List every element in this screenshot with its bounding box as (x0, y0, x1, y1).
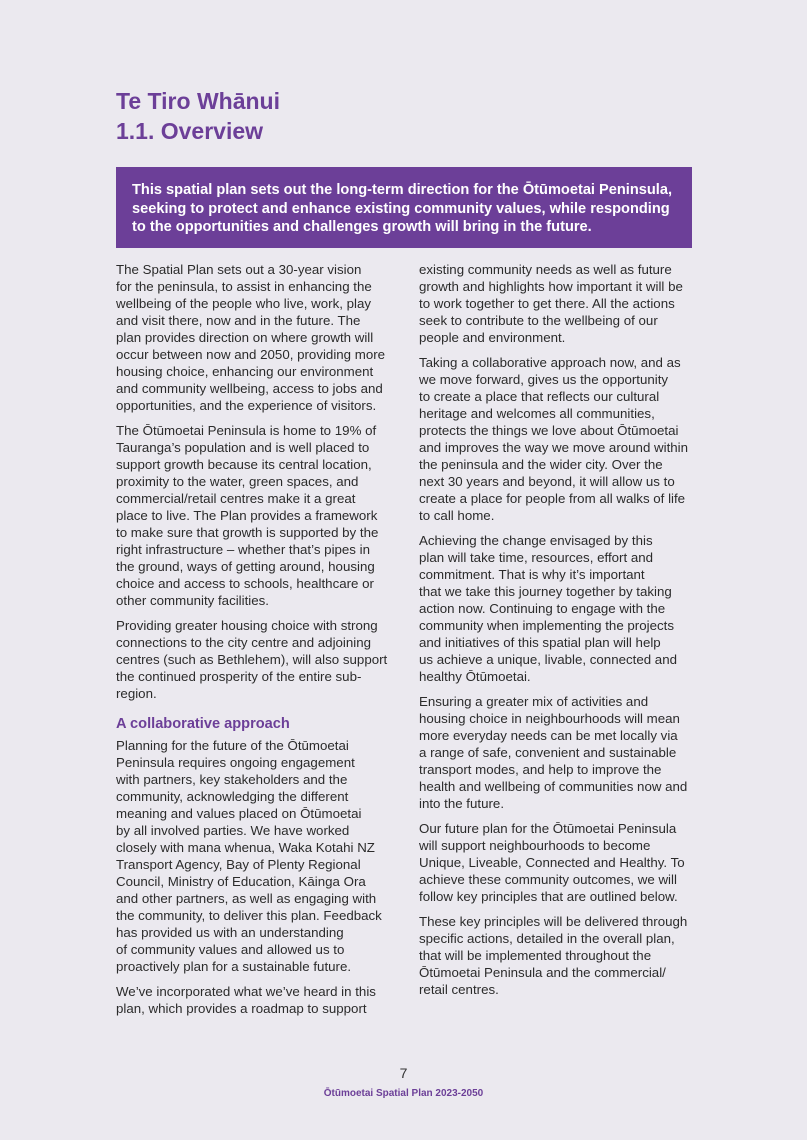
text-line: a range of safe, convenient and sustainable (419, 745, 677, 760)
text-line: has provided us with an understanding (116, 925, 344, 940)
text-line: closely with mana whenua, Waka Kotahi NZ (116, 840, 375, 855)
text-line: Peninsula requires ongoing engagement (116, 755, 355, 770)
text-line: housing choice, enhancing our environment (116, 364, 374, 379)
text-line: support growth because its central location, (116, 457, 372, 472)
text-line: The Spatial Plan sets out a 30-year vision (116, 262, 362, 277)
paragraph (419, 913, 699, 998)
text-line: Ōtūmoetai Peninsula and the commercial/ (419, 965, 666, 980)
text-line: healthy Ōtūmoetai. (419, 669, 531, 684)
paragraph (116, 422, 394, 609)
section-heading (116, 86, 280, 146)
text-line: other community facilities. (116, 593, 269, 608)
text-line: right infrastructure – whether that’s pipes in (116, 542, 371, 557)
text-line: plan, which provides a roadmap to support (116, 1001, 367, 1016)
text-line: into the future. (419, 796, 505, 811)
text-line: more everyday needs can be met locally via (419, 728, 678, 743)
text-line: heritage and welcomes all communities, (419, 406, 655, 421)
banner-line: This spatial plan sets out the long-term direction for the Ōtūmoetai Peninsula, (132, 182, 673, 198)
text-line: housing choice in neighbourhoods will mean (419, 711, 680, 726)
text-line: health and wellbeing of communities now and (419, 779, 688, 794)
text-line: that will be implemented throughout the (419, 948, 652, 963)
text-line: and other partners, as well as engaging with (116, 891, 377, 906)
text-line: plan will take time, resources, effort and (419, 550, 654, 565)
text-line: commitment. That is why it’s important (419, 567, 645, 582)
text-line: plan provides direction on where growth will (116, 330, 374, 345)
text-line: specific actions, detailed in the overall plan, (419, 931, 675, 946)
text-line: centres (such as Bethlehem), will also support (116, 652, 388, 667)
text-line: place to live. The Plan provides a framework (116, 508, 378, 523)
right-column (419, 261, 699, 1006)
text-line: Transport Agency, Bay of Plenty Regional (116, 857, 361, 872)
subheading-collaborative-approach: A collaborative approach (116, 716, 290, 732)
text-line: for the peninsula, to assist in enhancing the (116, 279, 372, 294)
text-line: Achieving the change envisaged by this (419, 533, 653, 548)
text-line: These key principles will be delivered through (419, 914, 688, 929)
text-line: the community, to deliver this plan. Feedback (116, 908, 382, 923)
text-line: next 30 years and beyond, it will allow us to (419, 474, 675, 489)
text-line: occur between now and 2050, providing more (116, 347, 386, 362)
text-line: The Ōtūmoetai Peninsula is home to 19% of (116, 423, 377, 438)
paragraph (116, 983, 394, 1017)
text-line: to work together to get there. All the actions (419, 296, 675, 311)
text-line: by all involved parties. We have worked (116, 823, 350, 838)
text-line: the continued prosperity of the entire sub- (116, 669, 362, 684)
text-line: with partners, key stakeholders and the (116, 772, 348, 787)
text-line: commercial/retail centres make it a great (116, 491, 356, 506)
text-line: to create a place that reflects our cultural (419, 389, 660, 404)
text-line: region. (116, 686, 157, 701)
page-number: 7 (399, 1065, 408, 1081)
text-line: people and environment. (419, 330, 566, 345)
text-line: Council, Ministry of Education, Kāinga Ora (116, 874, 366, 889)
text-line: Ensuring a greater mix of activities and (419, 694, 649, 709)
text-line: the peninsula and the wider city. Over the (419, 457, 663, 472)
text-line: the ground, ways of getting around, housing (116, 559, 375, 574)
text-line: Planning for the future of the Ōtūmoetai (116, 738, 349, 753)
text-line: proactively plan for a sustainable future. (116, 959, 352, 974)
banner-line: seeking to protect and enhance existing community values, while responding (132, 200, 670, 217)
banner-line: to the opportunities and challenges growth will bring in the future. (132, 219, 592, 235)
text-line: choice and access to schools, healthcare or (116, 576, 374, 591)
heading-maori-title: Te Tiro Whānui (116, 88, 280, 114)
paragraph (116, 737, 394, 975)
text-line: follow key principles that are outlined below. (419, 889, 678, 904)
text-line: existing community needs as well as future (419, 262, 672, 277)
text-line: protects the things we love about Ōtūmoetai (419, 423, 679, 438)
text-line: opportunities, and the experience of visitors. (116, 398, 377, 413)
text-line: and community wellbeing, access to jobs and (116, 381, 383, 396)
text-line: Our future plan for the Ōtūmoetai Peninsula (419, 821, 677, 836)
text-line: and initiatives of this spatial plan will help (419, 635, 661, 650)
text-line: Taking a collaborative approach now, and as (419, 355, 681, 370)
paragraph (419, 532, 699, 685)
text-line: meaning and values placed on Ōtūmoetai (116, 806, 362, 821)
heading-section-title: 1.1. Overview (116, 118, 264, 144)
text-line: transport modes, and help to improve the (419, 762, 662, 777)
text-line: connections to the city centre and adjoining (116, 635, 372, 650)
text-line: community when implementing the projects (419, 618, 674, 633)
text-line: retail centres. (419, 982, 499, 997)
text-line: seek to contribute to the wellbeing of our (419, 313, 658, 328)
text-line: of community values and allowed us to (116, 942, 345, 957)
text-line: achieve these community outcomes, we will (419, 872, 677, 887)
paragraph (419, 693, 699, 812)
banner-text (132, 181, 676, 237)
paragraph (116, 261, 394, 414)
text-line: to call home. (419, 508, 495, 523)
text-line: and visit there, now and in the future. The (116, 313, 361, 328)
text-line: create a place for people from all walks of life (419, 491, 686, 506)
text-line: Tauranga’s population and is well placed to (116, 440, 370, 455)
text-line: growth and highlights how important it will be (419, 279, 683, 294)
paragraph (116, 617, 394, 702)
paragraph (419, 261, 699, 346)
text-line: will support neighbourhoods to become (419, 838, 651, 853)
left-column (116, 261, 394, 1025)
text-line: action now. Continuing to engage with the (419, 601, 666, 616)
text-line: that we take this journey together by taking (419, 584, 672, 599)
text-line: wellbeing of the people who live, work, play (116, 296, 372, 311)
intro-banner (116, 167, 692, 248)
text-line: Providing greater housing choice with strong (116, 618, 378, 633)
text-line: and improves the way we move around within (419, 440, 689, 455)
text-line: us achieve a unique, livable, connected and (419, 652, 677, 667)
text-line: We’ve incorporated what we’ve heard in this (116, 984, 376, 999)
text-line: community, acknowledging the different (116, 789, 349, 804)
text-line: Unique, Liveable, Connected and Healthy. To (419, 855, 685, 870)
footer-document-title: Ōtūmoetai Spatial Plan 2023-2050 (323, 1088, 484, 1099)
paragraph (419, 820, 699, 905)
text-line: we move forward, gives us the opportunity (419, 372, 669, 387)
text-line: proximity to the water, green spaces, and (116, 474, 359, 489)
text-line: to make sure that growth is supported by the (116, 525, 379, 540)
paragraph (419, 354, 699, 524)
